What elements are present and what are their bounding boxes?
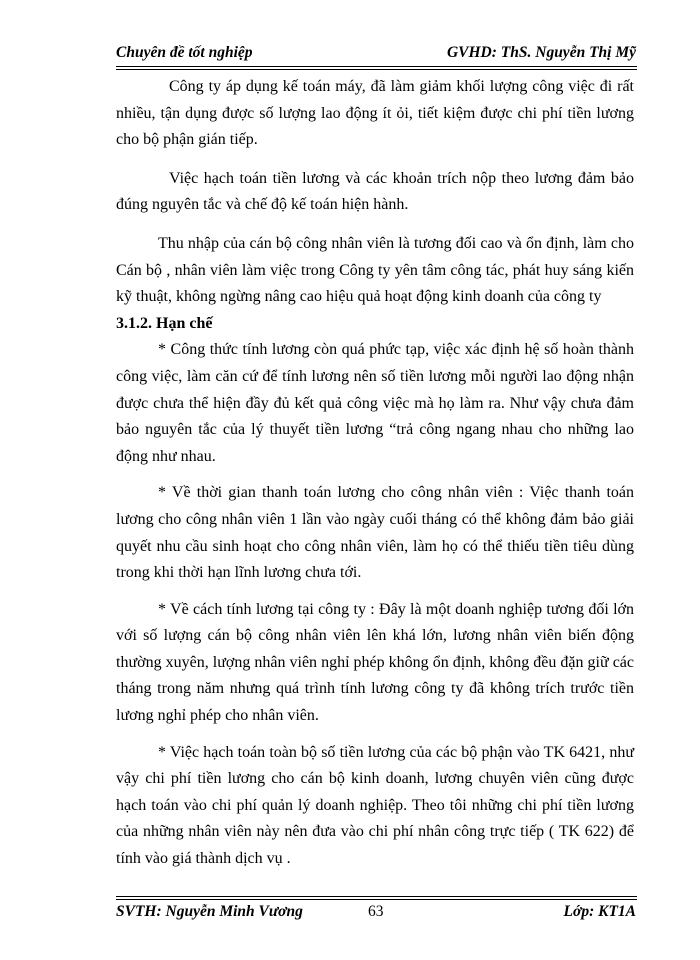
footer-class: Lớp: KT1A [563, 903, 636, 920]
section-heading: 3.1.2. Hạn chế [116, 314, 213, 332]
header-rule-thin [116, 69, 637, 70]
footer-rule [116, 899, 637, 900]
header-rule [116, 66, 637, 67]
page-body [116, 74, 634, 873]
paragraph: Việc hạch toán tiền lương và các khoản trích nộp theo lương đảm bảo đúng nguyên tắc và chế độ kế toán hiện hành. [116, 169, 634, 214]
header-advisor: GVHD: ThS. Nguyễn Thị Mỹ [446, 44, 636, 61]
footer-student: SVTH: Nguyễn Minh Vương [116, 903, 303, 920]
page-footer [116, 903, 636, 925]
limitation-item: * Về thời gian thanh toán lương cho công nhân viên : Việc thanh toán lương cho công nhân viên 1 lần vào ngày cuối tháng có thể không đảm bảo giải quyết nhu cầu sinh hoạt cho công nhân viên, làm họ có thể thiếu tiền tiêu dùng trong khi thời hạn lĩnh lương chưa tới. [116, 484, 634, 582]
page-header [116, 44, 636, 66]
paragraph: Thu nhập của cán bộ công nhân viên là tương đối cao và ổn định, làm cho Cán bộ , nhân viên làm việc trong Công ty yên tâm công tác, phát huy sáng kiến kỹ thuật, không ngừng nâng cao hiệu quả hoạt động kinh doanh của công ty [116, 234, 634, 306]
limitation-item: * Về cách tính lương tại công ty : Đây là một doanh nghiệp tương đối lớn với số lượng cán bộ công nhân viên lên khá lớn, lương nhân viên biến động thường xuyên, lượng nhân viên nghỉ phép không ổn định, không đều đặn giữ các tháng trong năm nhưng quá trình tính lương công ty đã không trích trước tiền lương nghỉ phép cho nhân viên. [116, 600, 634, 725]
footer-rule-thin [116, 896, 637, 897]
limitation-item: * Công thức tính lương còn quá phức tạp, việc xác định hệ số hoàn thành công việc, làm căn cứ để tính lương nên số tiền lương mỗi người lao động nhận được chưa thể hiện đầy đủ kết quả công việc mà họ làm ra. Như vậy chưa đảm bảo nguyên tắc của lý thuyết tiền lương “trả công ngang nhau cho những lao động như nhau. [116, 341, 634, 465]
limitation-item: * Việc hạch toán toàn bộ số tiền lương của các bộ phận vào TK 6421, như vậy chi phí tiền lương cho cán bộ kinh doanh, lương chuyên viên cũng được hạch toán vào chi phí quản lý doanh nghiệp. Theo tôi những chi phí tiền lương của những nhân viên này nên đưa vào chi phí nhân công trực tiếp ( TK 622) để tính vào giá thành dịch vụ . [116, 743, 634, 868]
paragraph: Công ty áp dụng kế toán máy, đã làm giảm khối lượng công việc đi rất nhiều, tận dụng được số lượng lao động ít ỏi, tiết kiệm được chi phí tiền lương cho bộ phận gián tiếp. [116, 78, 634, 149]
header-title: Chuyên đề tốt nghiệp [116, 44, 253, 61]
page-number: 63 [368, 903, 384, 920]
